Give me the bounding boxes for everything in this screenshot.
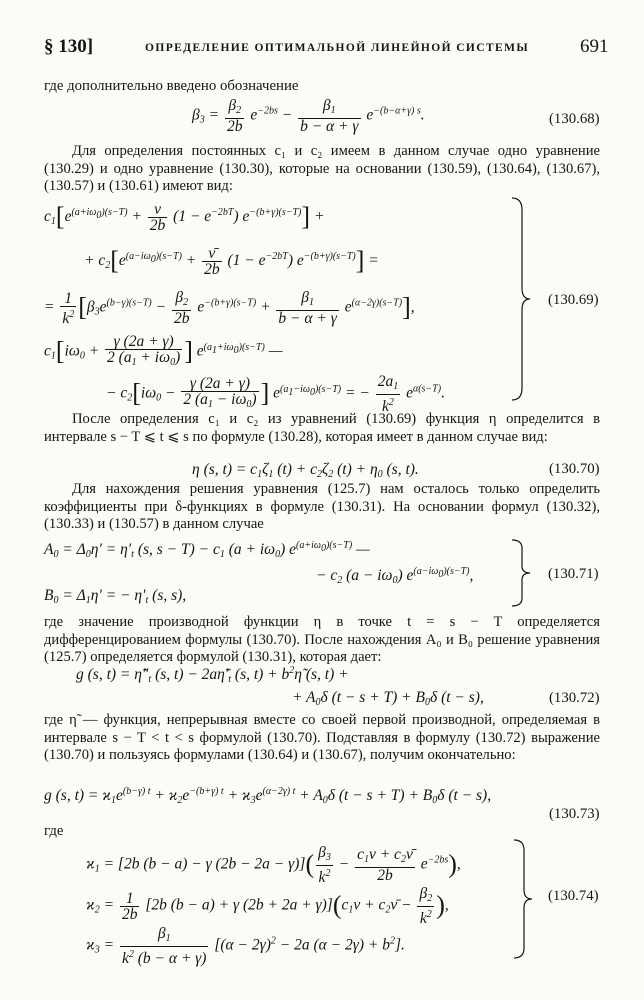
- right-brace: [510, 538, 534, 608]
- equation-number: (130.72): [549, 690, 600, 706]
- section-number: § 130]: [44, 36, 94, 57]
- intro-line: где дополнительно введено обозначение: [44, 78, 299, 94]
- right-brace: [510, 196, 534, 402]
- equation-130-72-line2: + $A_0\delta$ $(t - s + T) + B_0\delta$ (t − s),: [292, 689, 484, 708]
- equation-130-69-line4: $c_1[i\omega_0$ + $\frac{\gamma (2a + \gamma)}{2 (a_1 + i\omega_0)}$ ] $e^{(a_1+i\omega_0)(s-T)}$ —: [44, 333, 283, 368]
- paragraph: где η̃ — функция, непрерывная вместе со своей первой производной, определяемая в интервале s − T < t < s формулой (130.70). Подставляя в формулу (130.72) выражение (130.70) и пользуясь формулами (130.64) и (130.67), получим окончательно:: [44, 712, 600, 763]
- equation-number: (130.71): [548, 566, 599, 582]
- equation-number: (130.68): [549, 111, 600, 127]
- paragraph: где значение производной функции η в точке t = s − T определяется дифференцированием формулы (130.70). После нахождения A₀ и B₀ решение уравнения (125.7) определяется формулой (130.31), которая дает:: [44, 614, 600, 665]
- equation-130-74-line1: $ϰ_1 = [2b$ (b − a) − γ (2b − 2a − γ)]( $\frac{\beta_3}{k^2}$ − $\frac{c_1\nu + c_2\nū}{2b}$ $e^{-2bs}$),: [86, 844, 461, 886]
- paragraph: Для нахождения решения уравнения (125.7) нам осталось только определить коэффициенты при δ-функциях в формуле (130.31). На основании формул (130.32), (130.33) и (130.57) в данном случае: [44, 481, 600, 532]
- equation-130-71-line3: $B_0 = \Delta_1\eta'$ = − $\eta'_t$ (s, s),: [44, 587, 187, 606]
- equation-number: (130.74): [548, 888, 599, 904]
- equation-130-73: g (s, $t) = ϰ_1e^{(b-\gamma) t} + ϰ_2e^{-(b+\gamma) t} + ϰ_3e^{(\alpha-2\gamma) t} + A_0\delta$ $(t - s + T) + B_0\delta$ (t − s),: [44, 786, 492, 806]
- equation-130-74-line3: $ϰ_3$ = $\frac{\beta_1}{k^2 (b - \alpha + \gamma)}$ [$(\alpha - 2\gamma)^2 - 2a$ $(\alpha - 2\gamma) + b^2$].: [86, 925, 405, 967]
- paragraph: После определения c₁ и c₂ из уравнений (130.69) функция η определится в интервале s − T ⩽ t ⩽ s по формуле (130.28), которая имеет в данном случае вид:: [44, 411, 600, 445]
- running-title: ОПРЕДЕЛЕНИЕ ОПТИМАЛЬНОЙ ЛИНЕЙНОЙ СИСТЕМЫ: [145, 42, 530, 54]
- paragraph: Для определения постоянных c₁ и c₂ имеем в данном случае одно уравнение (130.29) и одно уравнение (130.30), которые на основании (130.59), (130.64), (130.67), (130.57) и (130.61) имеют вид:: [44, 143, 600, 194]
- equation-number: (130.69): [548, 292, 599, 308]
- right-brace: [512, 838, 536, 962]
- equation-130-70: η (s, $t) = c_1\zeta_1$ $(t) + c_2\zeta_2$ $(t) + \eta_0$ (s, t).: [192, 461, 419, 480]
- equation-130-68: $\beta_3$ = $\frac{\beta_2}{2b}$ $e^{-2bs}$ − $\frac{\beta_1}{b - \alpha + \gamma}$ $e^{-(b-\alpha+\gamma) s}$.: [192, 97, 425, 135]
- equation-130-72-line1: g (s, $t) = \etã''_t$ (s, $t) - 2a\etã'_t$ (s, $t) + b^2\etã$ (s, t) +: [76, 665, 349, 685]
- equation-130-71-line2: − $c_2$ $(a - i\omega_0)$ $e^{(a-i\omega_0)(s-T)}$,: [316, 566, 474, 586]
- equation-130-69-line3: = $\frac{1}{k^2}$ [$\beta_3e^{(b-\gamma)(s-T)}$ − $\frac{\beta_2}{2b}$ $e^{-(b+\gamma)(s-T)}$ + $\frac{\beta_1}{b - \alpha + \gamma}$ $e^{(\alpha-2\gamma)(s-T)}$],: [44, 289, 415, 327]
- equation-130-69-line2: + $c_2[e^{(a-i\omega_0)(s-T)}$ + $\frac{\nū}{2b}$ $(1 - e^{-2bT})$ $e^{-(b+\gamma)(s-T)}$] =: [84, 245, 379, 278]
- equation-number: (130.70): [549, 461, 600, 477]
- where-label: где: [44, 823, 64, 839]
- equation-130-69-line5: − $c_2[i\omega_0$ − $\frac{\gamma (2a + \gamma)}{2 (a_1 - i\omega_0)}$ ] $e^{(a_1-i\omega_0)(s-T)}$ = − $\frac{2a_1}{k^2}$ $e^{\alpha(s-T)}$.: [106, 373, 445, 415]
- equation-130-69-line1: $c_1[e^{(a+i\omega_0)(s-T)}$ + $\frac{\nu}{2b}$ $(1 - e^{-2bT})$ $e^{-(b+\gamma)(s-T)}$] +: [44, 201, 325, 234]
- page-number: 691: [580, 36, 609, 57]
- equation-130-71-line1: $A_0 = \Delta_0\eta' = \eta'_t$ (s, $s - T) - c_1$ $(a + i\omega_0)$ $e^{(a+i\omega_0)(s-T)}$ —: [44, 540, 370, 560]
- equation-number: (130.73): [549, 806, 600, 822]
- equation-130-74-line2: $ϰ_2$ = $\frac{1}{2b}$ [2b (b − a) + γ $(2b + 2a + \gamma)](c_1\nu$ + $c_2\nū$ − $\frac{\beta_2}{k^2}$ ),: [86, 885, 449, 927]
